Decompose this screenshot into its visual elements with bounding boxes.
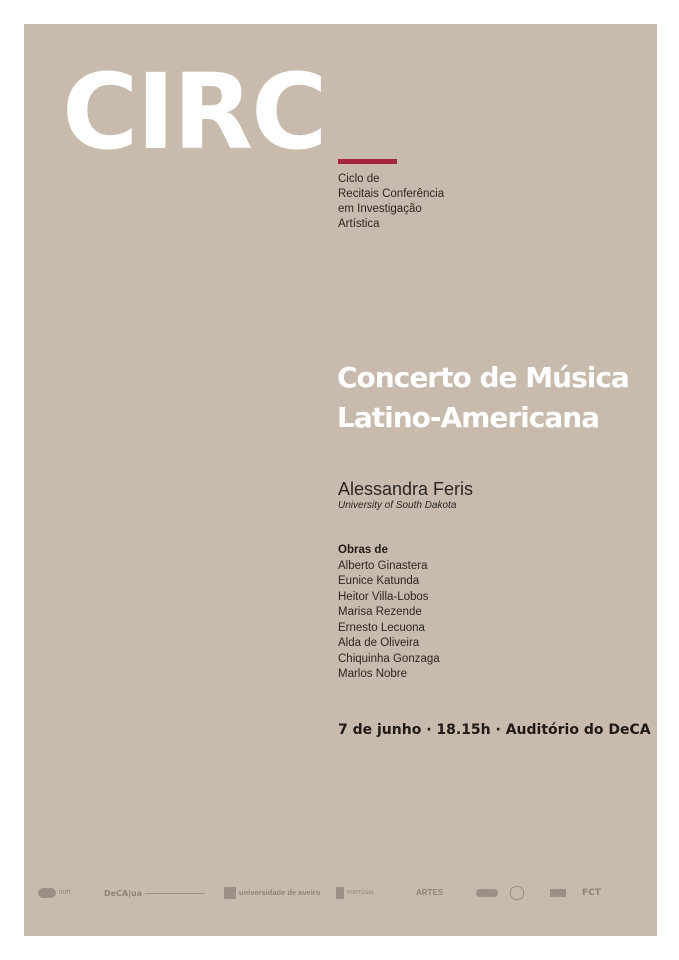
composer-item: Marlos Nobre [338,668,408,680]
title-line: Latino-Americana [337,401,600,434]
deca-logo: DeCA|ua [104,884,205,902]
performer-affiliation: University of South Dakota [338,500,457,511]
green-mark-icon [510,886,524,900]
poster [24,24,657,936]
partner-mark-icon [550,889,566,897]
event-details: 7 de junho · 18.15h · Auditório do DeCA [338,722,651,738]
composer-item: Alda de Oliveira [338,637,420,649]
composer-item: Heitor Villa-Lobos [338,590,429,603]
cycle-subtitle [338,172,538,232]
artes-logo: ARTES [416,888,444,897]
green-logo [510,884,547,902]
circ-logo: CIRC [62,51,326,173]
composer-item: Chiquinha Gonzaga [338,652,440,665]
subtitle-line: Recitais Conferência [338,188,445,200]
composer-item: Eunice Katunda [338,575,420,587]
works-list [338,543,440,683]
subtitle-line: Ciclo de [338,173,380,185]
performer-name: Alessandra Feris [338,479,474,499]
concert-title [337,358,657,438]
compor-logo [476,884,498,902]
portugal-mark-icon [336,887,344,899]
fct-logo: FCT [582,888,601,898]
composer-item: Marisa Rezende [338,606,422,618]
ua-logo: universidade de aveiro [224,884,320,902]
title-line: Concerto de Música [337,361,629,394]
compor-mark-icon [476,889,498,897]
ua-mark-icon [224,887,236,899]
partner-logo [550,884,566,902]
portugal-logo: PORTUGAL [336,884,404,902]
sponsor-logos [36,884,636,904]
inet-logo: inet [38,884,103,902]
subtitle-line: em Investigação [338,203,422,215]
accent-bar [338,159,397,164]
works-heading: Obras de [338,544,388,556]
inet-mark-icon [38,888,56,898]
subtitle-line: Artística [338,218,380,230]
composer-item: Alberto Ginastera [338,559,428,572]
composer-item: Ernesto Lecuona [338,621,425,634]
